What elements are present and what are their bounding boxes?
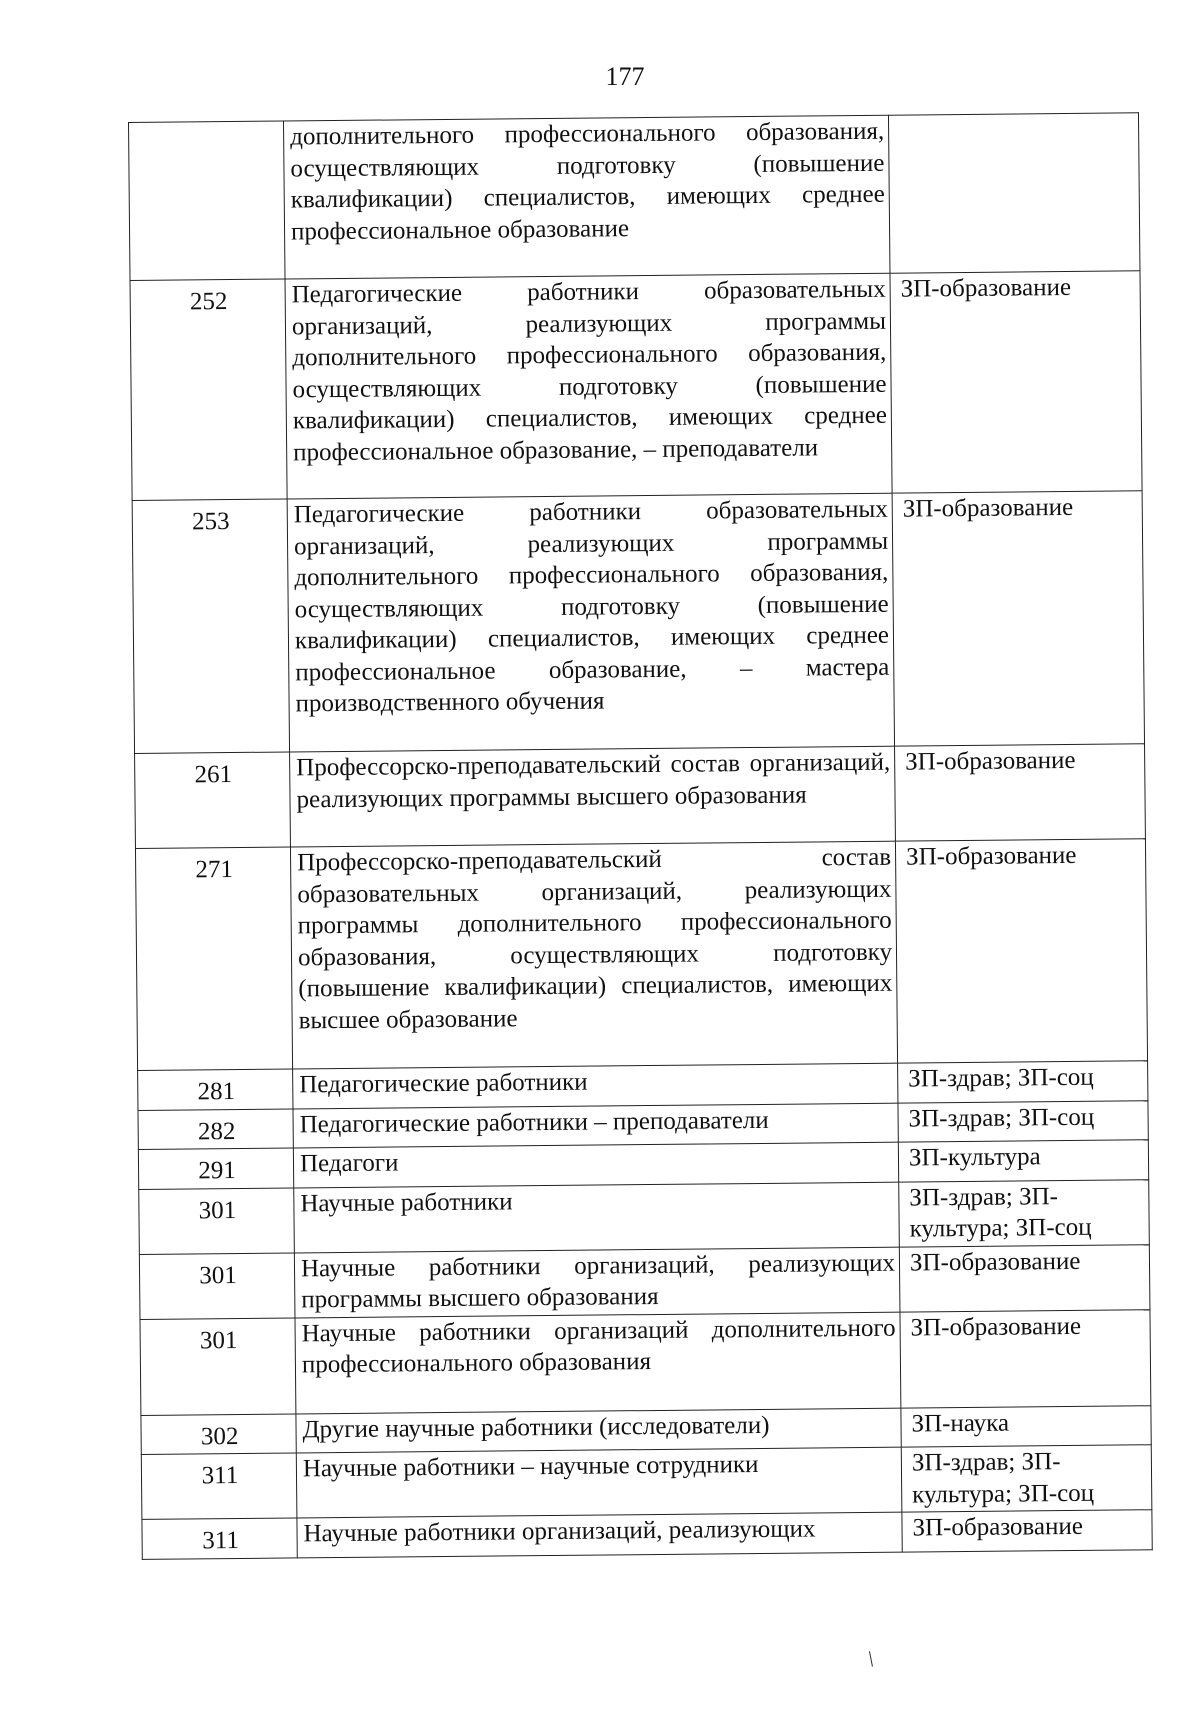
row-code: 302 [141, 1413, 296, 1454]
row-description: Педагогические работники образовательных организаций, реализующих программы дополнительного профессионального образования, осуществляющих подготовку (повышение квалификации) специалистов, имеющих среднее профессиональное образование, – мастера производственного обучения [287, 493, 894, 752]
table-row [132, 491, 1144, 754]
row-description: Профессорско-преподавательский состав организаций, реализующих программы высшего образования [290, 746, 896, 847]
row-description: Научные работники организаций, реализующих [297, 1512, 902, 1557]
row-program: ЗП-образование [899, 1244, 1150, 1311]
pen-mark: / [861, 1646, 880, 1671]
row-code: 261 [135, 752, 291, 848]
row-program: ЗП-культура [898, 1140, 1148, 1182]
row-description: Научные работники организаций дополнительного профессионального образования [295, 1312, 901, 1414]
table-row [142, 1510, 1152, 1559]
row-description: Педагоги [293, 1142, 898, 1187]
row-description: Научные работники организаций, реализующих программы высшего образования [294, 1247, 900, 1318]
row-code: 282 [138, 1108, 293, 1149]
row-code: 253 [132, 499, 289, 753]
row-code: 252 [130, 279, 287, 500]
row-code [129, 121, 286, 280]
row-description: Научные работники [294, 1182, 900, 1253]
staff-category-table [128, 112, 1153, 1559]
page-number: 177 [605, 62, 645, 91]
row-program: ЗП-здрав; ЗП-культура; ЗП-соц [901, 1445, 1152, 1512]
row-program: ЗП-образование [902, 1510, 1152, 1552]
table-row [135, 839, 1147, 1071]
row-program: ЗП-образование [895, 744, 1146, 841]
row-description: Профессорско-преподавательский состав образовательных организаций, реализующих программы дополнительного профессионального образования, осуществляющих подготовку (повышение квалификации) специалистов, имеющих высшее образование [290, 841, 897, 1069]
row-program: ЗП-наука [901, 1405, 1151, 1447]
table-row [129, 113, 1140, 281]
row-description: Педагогические работники образовательных организаций, реализующих программы дополнительного профессионального образования, осуществляющих подготовку (повышение квалификации) специалистов, имеющих среднее профессиональное образование, – преподаватели [285, 273, 892, 499]
row-program: ЗП-образование [892, 491, 1144, 746]
row-description: Другие научные работники (исследователи) [296, 1408, 901, 1453]
row-code: 311 [142, 1518, 297, 1559]
row-code: 281 [138, 1069, 293, 1110]
row-program: ЗП-здрав; ЗП-культура; ЗП-соц [899, 1179, 1150, 1246]
row-code: 271 [135, 847, 292, 1070]
row-code: 301 [140, 1317, 296, 1414]
row-program: ЗП-здрав; ЗП-соц [898, 1100, 1148, 1142]
table-row [139, 1179, 1150, 1254]
row-code: 311 [141, 1453, 297, 1519]
row-program: ЗП-образование [890, 271, 1142, 493]
table-row [130, 271, 1142, 501]
row-description: Педагогические работники [293, 1063, 898, 1108]
row-code: 291 [138, 1148, 293, 1189]
row-program: ЗП-здрав; ЗП-соц [898, 1061, 1148, 1103]
row-description: Педагогические работники – преподаватели [293, 1103, 898, 1148]
row-description: дополнительного профессионального образования, осуществляющих подготовку (повышение квалификации) специалистов, имеющих среднее профессиональное образование [283, 115, 889, 279]
table-row [141, 1445, 1152, 1520]
table-row [139, 1244, 1150, 1319]
row-program: ЗП-образование [895, 839, 1147, 1063]
row-program: ЗП-образование [900, 1309, 1151, 1407]
table-row [135, 744, 1146, 849]
row-code: 301 [139, 1187, 295, 1253]
row-program [888, 113, 1140, 273]
row-description: Научные работники – научные сотрудники [296, 1447, 902, 1518]
table-row [140, 1309, 1151, 1415]
row-code: 301 [139, 1252, 295, 1318]
